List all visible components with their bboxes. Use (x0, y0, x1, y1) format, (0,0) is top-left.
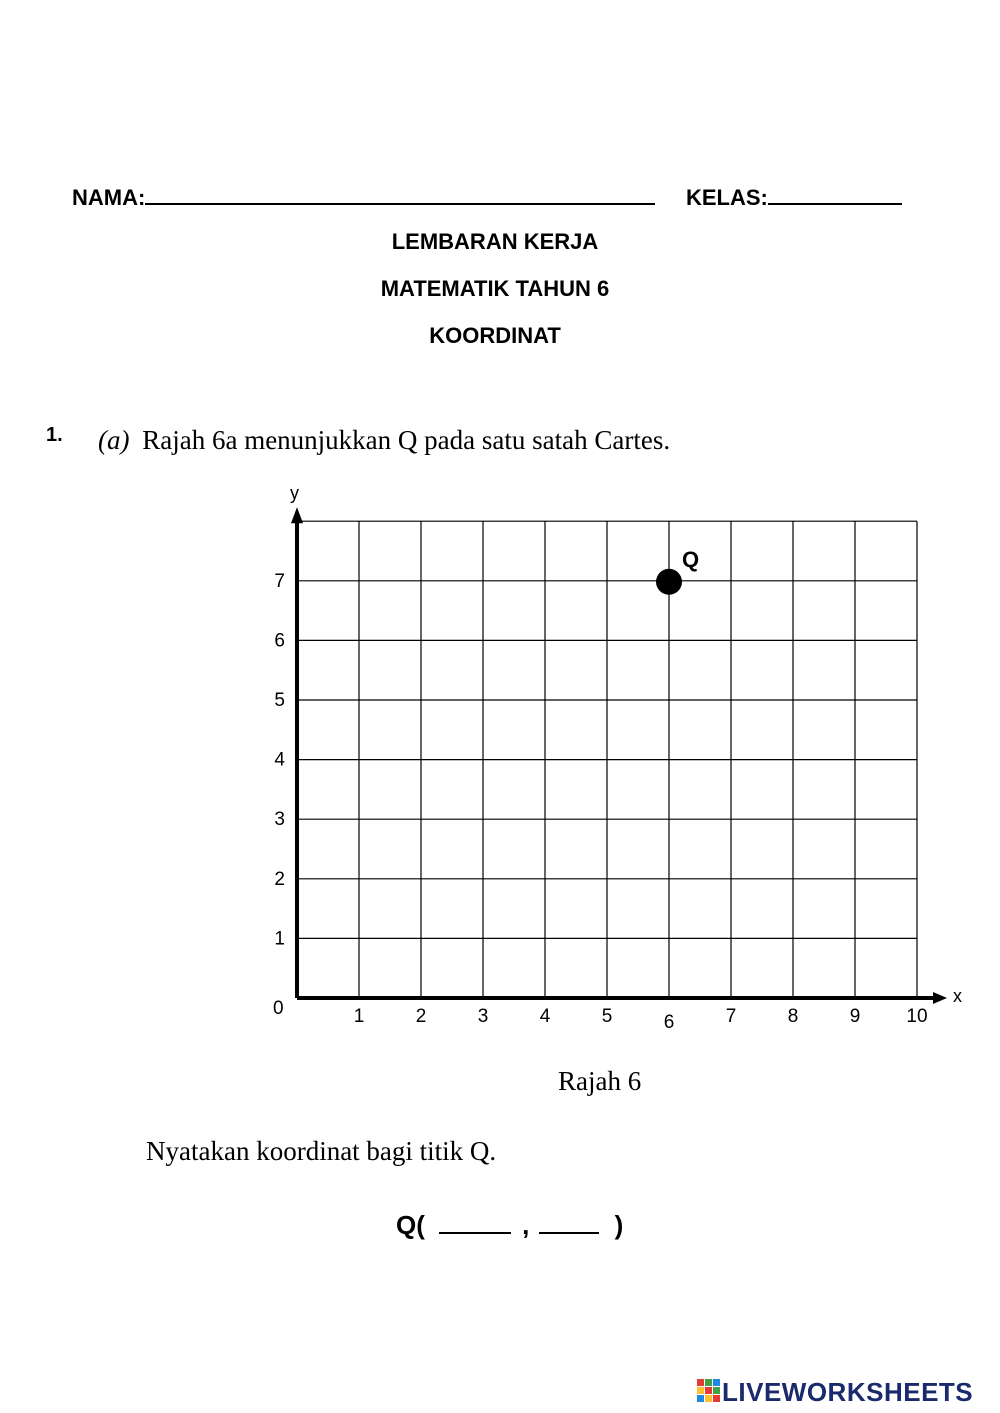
logo-block (705, 1379, 712, 1386)
point-label: Q (682, 546, 700, 572)
y-tick-label: 4 (274, 749, 285, 771)
x-tick-label: 5 (601, 1006, 613, 1027)
logo-block (705, 1395, 712, 1402)
y-tick-label: 2 (274, 868, 285, 890)
logo-block (713, 1395, 720, 1402)
question-text: Rajah 6a menunjukkan Q pada satu satah Cartes. (142, 425, 671, 455)
answer-suffix: ) (614, 1210, 624, 1240)
logo-block (697, 1395, 704, 1402)
question-instruction: Nyatakan koordinat bagi titik Q. (146, 1136, 497, 1166)
class-label: KELAS: (686, 185, 768, 210)
logo-block (705, 1387, 712, 1394)
y-tick-label: 1 (274, 928, 285, 950)
name-label: NAMA: (72, 185, 146, 210)
y-axis-arrow (291, 507, 303, 523)
x-tick-label: 7 (725, 1006, 737, 1027)
x-axis-arrow (933, 992, 947, 1004)
question-part: (a) (98, 425, 130, 455)
answer-line (396, 1210, 623, 1241)
title-worksheet: LEMBARAN KERJA (391, 229, 599, 254)
answer-y-blank[interactable] (539, 1210, 599, 1234)
liveworksheets-brand: LIVEWORKSHEETS (722, 1377, 974, 1407)
x-tick-label: 6 (663, 1012, 675, 1033)
y-tick-label: 7 (274, 570, 285, 592)
x-axis-label: x (953, 986, 962, 1006)
liveworksheets-logo-icon (697, 1379, 721, 1405)
origin-label: 0 (273, 998, 284, 1019)
grid (297, 521, 917, 998)
y-tick-label: 5 (274, 690, 285, 711)
logo-block (713, 1387, 720, 1394)
figure-caption: Rajah 6 (558, 1066, 642, 1096)
title-topic: KOORDINAT (429, 323, 561, 348)
x-tick-label: 4 (539, 1006, 551, 1027)
answer-x-blank[interactable] (439, 1210, 511, 1234)
point-marker (656, 569, 682, 595)
x-tick-label: 2 (415, 1006, 427, 1027)
answer-comma: , (522, 1210, 530, 1240)
y-tick-label: 3 (274, 809, 285, 831)
logo-block (697, 1387, 704, 1394)
logo-block (713, 1379, 720, 1386)
logo-block (697, 1379, 704, 1386)
x-tick-label: 8 (787, 1006, 799, 1027)
x-tick-label: 3 (477, 1006, 489, 1027)
y-tick-label: 6 (274, 630, 285, 652)
axes (290, 483, 962, 1006)
x-tick-label: 1 (353, 1006, 365, 1027)
answer-prefix: Q( (396, 1210, 425, 1240)
y-axis-label: y (290, 483, 299, 504)
x-tick-label: 10 (906, 1006, 928, 1027)
x-tick-label: 9 (849, 1006, 861, 1027)
title-subject: MATEMATIK TAHUN 6 (380, 276, 610, 301)
question-number: 1. (46, 424, 63, 446)
plotted-points (656, 547, 699, 595)
